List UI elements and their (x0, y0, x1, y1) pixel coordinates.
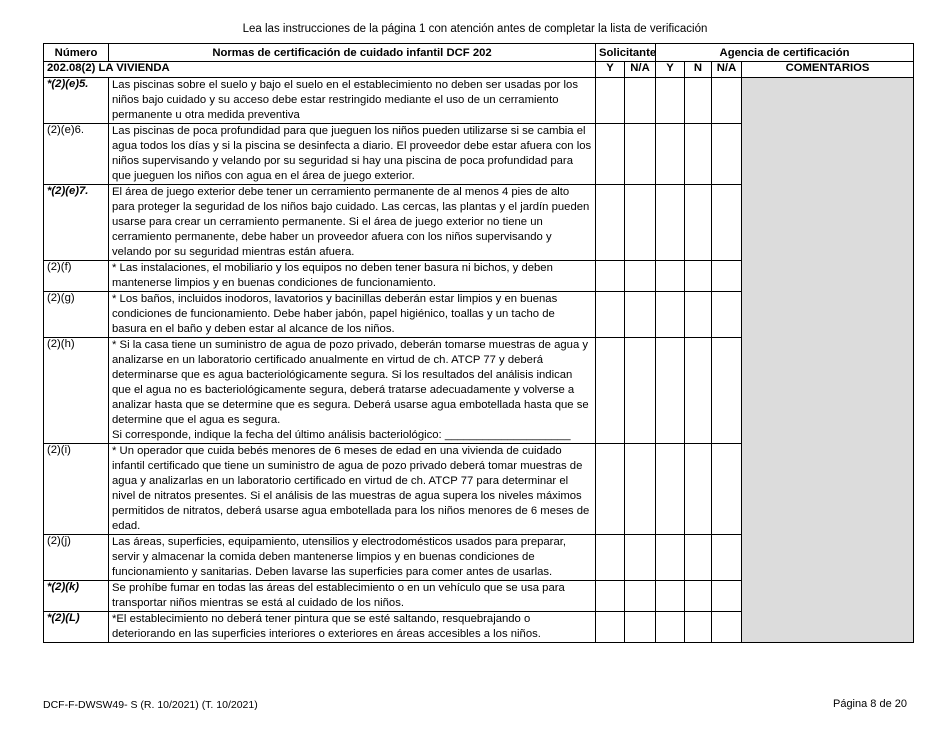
checkbox-applicant-na[interactable] (625, 185, 656, 261)
checkbox-agency-yes[interactable] (656, 292, 685, 338)
rule-number: *(2)(L) (44, 612, 109, 643)
checkbox-agency-na[interactable] (712, 185, 742, 261)
header-numero: Número (44, 44, 109, 62)
checkbox-agency-no[interactable] (685, 124, 712, 185)
checkbox-agency-yes[interactable] (656, 612, 685, 643)
rule-text-body: Se prohíbe fumar en todas las áreas del establecimiento o en un vehículo que se usa para transportar niños mientras se está al cuidado de los niños. (112, 582, 565, 609)
checkbox-agency-no[interactable] (685, 292, 712, 338)
rule-text-body: El área de juego exterior debe tener un cerramiento permanente de al menos 4 pies de alto para proteger la seguridad de los niños bajo cuidado. Las cercas, las plantas y el jardín pueden usarse para crear un cerramiento permanente. Si el área de juego exterior no tiene un cerramiento permanente, debe haber un proveedor afuera con los niños supervisando y velando por su seguridad mientras están afuera. (112, 186, 590, 258)
checkbox-agency-yes[interactable] (656, 535, 685, 581)
rule-number: *(2)(e)7. (44, 185, 109, 261)
checkbox-applicant-yes[interactable] (596, 581, 625, 612)
col-agency-na: N/A (712, 62, 742, 78)
table-row (44, 78, 914, 124)
rule-text (109, 185, 596, 261)
checkbox-agency-na[interactable] (712, 581, 742, 612)
checkbox-agency-no[interactable] (685, 581, 712, 612)
checkbox-agency-yes[interactable] (656, 185, 685, 261)
checkbox-applicant-yes[interactable] (596, 338, 625, 444)
checkbox-agency-no[interactable] (685, 612, 712, 643)
rule-text-body: * Las instalaciones, el mobiliario y los equipos no deben tener basura ni bichos, y deben mantenerse limpios y en buenas condiciones de funcionamiento. (112, 262, 553, 289)
comments-cell[interactable] (742, 78, 914, 643)
rule-text (109, 535, 596, 581)
checkbox-applicant-yes[interactable] (596, 261, 625, 292)
checkbox-agency-yes[interactable] (656, 338, 685, 444)
header-solicitante: Solicitante (596, 44, 656, 62)
rule-text-body: Las áreas, superficies, equipamiento, utensilios y electrodomésticos usados para preparar, servir y almacenar la comida deben mantenerse limpios y en buenas condiciones de funcionamiento y sanitarias. Deben lavarse las superficies para comer antes de usarlas. (112, 536, 567, 578)
rule-text (109, 261, 596, 292)
checkbox-applicant-na[interactable] (625, 124, 656, 185)
checkbox-applicant-yes[interactable] (596, 124, 625, 185)
checkbox-applicant-na[interactable] (625, 261, 656, 292)
checkbox-agency-na[interactable] (712, 261, 742, 292)
header-normas: Normas de certificación de cuidado infantil DCF 202 (109, 44, 596, 62)
rule-text-body: *El establecimiento no deberá tener pintura que se esté saltando, resquebrajando o deteriorando en las superficies interiores o exteriores en áreas accesibles a los niños. (112, 613, 541, 640)
checkbox-applicant-na[interactable] (625, 612, 656, 643)
rule-text-body: Las piscinas de poca profundidad para que jueguen los niños pueden utilizarse si se cambia el agua todos los días y si la piscina se desinfecta a diario. El proveedor debe estar afuera con los niños supervisando y velando por su seguridad si hay una piscina de poca profundidad para que jueguen los niños con agua en el área de juego exterior. (112, 125, 592, 182)
checkbox-agency-no[interactable] (685, 261, 712, 292)
rule-text-body: * Si la casa tiene un suministro de agua de pozo privado, deberán tomarse muestras de agua y analizarse en un laboratorio certificado anualmente en virtud de ch. ATCP 77 y deberá determinarse que es agua bacteriológicamente segura. Si los resultados del análisis indican que el agua no es bacteriológicamente segura, deberá tratarse adecuadamente y volverse a analizar hasta que se determine que es segura. Deberá usarse agua embotellada hasta que se determine que el agua es segura. (112, 339, 589, 426)
checkbox-applicant-yes[interactable] (596, 612, 625, 643)
checkbox-applicant-na[interactable] (625, 535, 656, 581)
checkbox-agency-na[interactable] (712, 535, 742, 581)
instructions-banner: Lea las instrucciones de la página 1 con atención antes de completar la lista de verificación (242, 23, 708, 35)
section-title: 202.08(2) LA VIVIENDA (44, 62, 596, 78)
page-number: Página 8 de 20 (832, 698, 907, 710)
checkbox-applicant-na[interactable] (625, 292, 656, 338)
header-agencia: Agencia de certificación (656, 44, 914, 62)
checkbox-applicant-yes[interactable] (596, 78, 625, 124)
rule-number: (2)(f) (44, 261, 109, 292)
checkbox-agency-na[interactable] (712, 124, 742, 185)
col-agency-yes: Y (656, 62, 685, 78)
col-applicant-na: N/A (625, 62, 656, 78)
checkbox-agency-no[interactable] (685, 535, 712, 581)
checklist-table (43, 43, 914, 643)
rule-text (109, 292, 596, 338)
rule-number: (2)(e)6. (44, 124, 109, 185)
checkbox-applicant-yes[interactable] (596, 292, 625, 338)
checkbox-applicant-na[interactable] (625, 444, 656, 535)
rule-number: (2)(j) (44, 535, 109, 581)
rule-text (109, 581, 596, 612)
col-agency-no: N (685, 62, 712, 78)
section-row (44, 62, 914, 78)
col-applicant-yes: Y (596, 62, 625, 78)
checkbox-applicant-na[interactable] (625, 78, 656, 124)
checkbox-applicant-na[interactable] (625, 338, 656, 444)
rule-text-body: * Los baños, incluidos inodoros, lavatorios y bacinillas deberán estar limpios y en buenas condiciones de funcionamiento. Debe haber jabón, papel higiénico, toallas y un tacho de basura en el baño y deben estar al alcance de los niños. (112, 293, 558, 335)
rule-text-body: * Un operador que cuida bebés menores de 6 meses de edad en una vivienda de cuidado infantil certificado que tiene un suministro de agua de pozo privado deberá tomar muestras de agua y analizarlas en un laboratorio certificado en virtud de ch. ATCP 77 para determinar el nivel de nitratos presentes. Si el análisis de las muestras de agua supera los niveles máximos permitidos de nitratos, deberá usarse agua embotellada para los niños menores de 6 meses de edad. (112, 445, 590, 532)
checkbox-agency-no[interactable] (685, 185, 712, 261)
rule-text-body: Las piscinas sobre el suelo y bajo el suelo en el establecimiento no deben ser usadas por los niños bajo cuidado y su acceso debe estar restringido mediante el uso de un cerramiento permanente u otra medida preventiva (112, 79, 578, 121)
checkbox-applicant-yes[interactable] (596, 444, 625, 535)
rule-number: *(2)(k) (44, 581, 109, 612)
header-row (44, 44, 914, 62)
rule-text (109, 124, 596, 185)
col-comentarios: COMENTARIOS (742, 62, 914, 78)
rule-text (109, 78, 596, 124)
checkbox-agency-na[interactable] (712, 78, 742, 124)
rule-text-date-line: Si corresponde, indique la fecha del último análisis bacteriológico: ____________________ (112, 429, 571, 441)
checkbox-agency-yes[interactable] (656, 261, 685, 292)
checkbox-agency-yes[interactable] (656, 581, 685, 612)
rule-number: (2)(h) (44, 338, 109, 444)
rule-number: *(2)(e)5. (44, 78, 109, 124)
checkbox-applicant-yes[interactable] (596, 535, 625, 581)
checkbox-agency-no[interactable] (685, 338, 712, 444)
checkbox-agency-no[interactable] (685, 444, 712, 535)
rule-number: (2)(i) (44, 444, 109, 535)
rule-text (109, 338, 596, 444)
checkbox-agency-no[interactable] (685, 78, 712, 124)
checkbox-applicant-na[interactable] (625, 581, 656, 612)
checkbox-agency-yes[interactable] (656, 124, 685, 185)
checkbox-agency-na[interactable] (712, 444, 742, 535)
checkbox-agency-na[interactable] (712, 292, 742, 338)
form-number: DCF-F-DWSW49- S (R. 10/2021) (T. 10/2021) (43, 699, 258, 711)
rule-number: (2)(g) (44, 292, 109, 338)
checkbox-agency-yes[interactable] (656, 444, 685, 535)
checkbox-agency-na[interactable] (712, 338, 742, 444)
checkbox-agency-na[interactable] (712, 612, 742, 643)
rule-text (109, 612, 596, 643)
checkbox-applicant-yes[interactable] (596, 185, 625, 261)
rule-text (109, 444, 596, 535)
checkbox-agency-yes[interactable] (656, 78, 685, 124)
